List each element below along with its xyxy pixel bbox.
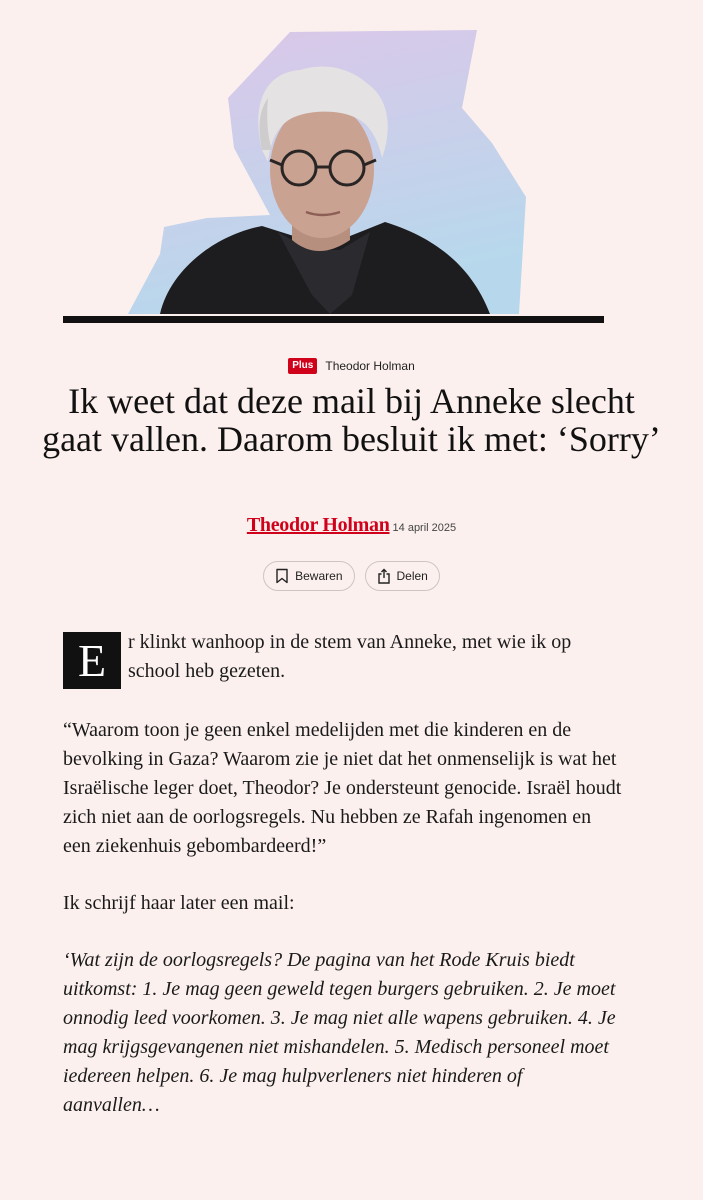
author-portrait xyxy=(0,0,703,325)
byline xyxy=(0,514,703,537)
lead-paragraph xyxy=(63,628,623,688)
share-button-label: Delen xyxy=(396,569,428,583)
save-button[interactable] xyxy=(263,561,354,591)
paragraph-4: ‘Wat zijn de oorlogsregels? De pagina van het Rode Kruis biedt uitkomst: 1. Je mag geen geweld tegen burgers gebruiken. 2. Je moet onnodig leed voorkomen. 3. Je mag niet alle wapens gebruiken. 4. Je mag krijgsgevangenen niet mishandelen. 5. Medisch personeel moet iedereen helpen. 6. Je mag hulpverleners niet hinderen of aanvallen… xyxy=(63,949,616,1116)
hero-divider xyxy=(63,316,604,323)
share-icon xyxy=(377,568,391,584)
meta-author[interactable]: Theodor Holman xyxy=(325,359,415,373)
share-button[interactable] xyxy=(365,561,440,591)
article-actions xyxy=(0,561,703,591)
drop-cap: E xyxy=(63,632,121,689)
paragraph-1: r klinkt wanhoop in de stem van Anneke, met wie ik op school heb gezeten. xyxy=(128,631,572,682)
bookmark-icon xyxy=(275,568,289,584)
paragraph-3: Ik schrijf haar later een mail: xyxy=(63,892,295,914)
save-button-label: Bewaren xyxy=(295,569,343,583)
byline-author-link[interactable]: Theodor Holman xyxy=(246,514,390,536)
publish-date: 14 april 2025 xyxy=(392,522,457,534)
hero-image xyxy=(0,0,703,325)
plus-badge: Plus xyxy=(288,358,317,374)
article-title: Ik weet dat deze mail bij Anneke slecht gaat vallen. Daarom besluit ik met: ‘Sorry’ xyxy=(42,381,661,459)
paragraph-2: “Waarom toon je geen enkel medelijden met die kinderen en de bevolking in Gaza? Waarom zie je niet dat het onmenselijk is wat het Israëlische leger doet, Theodor? Je ondersteunt genocide. Israël houdt zich niet aan de oorlogsregels. Nu hebben ze Rafah ingenomen en een ziekenhuis gebombardeerd!” xyxy=(63,719,622,857)
article-body xyxy=(63,628,623,1120)
article-meta xyxy=(0,358,703,374)
